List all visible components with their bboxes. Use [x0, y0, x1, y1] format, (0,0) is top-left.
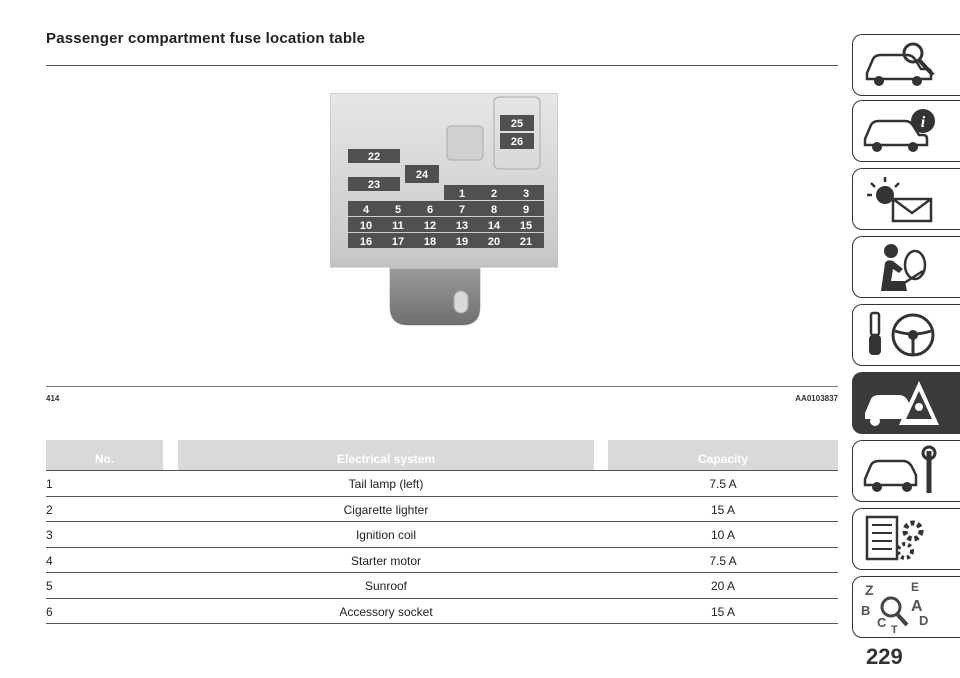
index-letter: T	[891, 624, 898, 633]
cell-no: 2	[46, 502, 53, 517]
table-row	[46, 497, 838, 523]
specs-gear-icon	[861, 513, 941, 565]
cell-no: 4	[46, 553, 53, 568]
car-info-icon	[861, 105, 941, 157]
fuse-table	[46, 440, 838, 619]
fuse-label: 6	[426, 204, 434, 216]
fuse-label: 7	[458, 204, 466, 216]
index-letter: A	[911, 598, 923, 615]
tab-car-info[interactable]	[852, 100, 960, 162]
header-capacity: Capacity	[608, 440, 838, 470]
svg-text:i: i	[920, 114, 926, 131]
figure-caption-divider	[46, 386, 838, 387]
fuse-label: 18	[423, 236, 437, 248]
car-emergency-warning-icon	[861, 377, 941, 429]
table-row	[46, 522, 838, 548]
fuse-label: 24	[415, 169, 429, 181]
fuse-label: 23	[367, 179, 381, 191]
car-search-icon	[861, 39, 941, 91]
fuse-label: 11	[392, 220, 404, 232]
cell-no: 1	[46, 477, 53, 491]
fuse-label: 25	[510, 118, 524, 130]
fuse-label: 16	[359, 236, 373, 248]
cell-capacity: 20 A	[710, 579, 736, 593]
header-electrical-system: Electrical system	[178, 440, 594, 470]
tab-car-search[interactable]	[852, 34, 960, 96]
tab-index[interactable]	[852, 576, 960, 638]
index-letter: E	[911, 581, 920, 594]
airbag-passenger-icon	[861, 241, 941, 293]
figure-number: 414	[46, 394, 60, 403]
index-letter: B	[861, 603, 871, 618]
index-letter: D	[919, 613, 929, 628]
fuse-label: 12	[423, 220, 437, 232]
fuse-label: 13	[455, 220, 469, 232]
tab-emergency[interactable]	[852, 372, 960, 434]
tab-technical-data[interactable]	[852, 508, 960, 570]
table-header	[46, 440, 838, 470]
fuse-label: 10	[359, 220, 373, 232]
figure-code: AA0103837	[795, 394, 838, 403]
header-no: No.	[46, 440, 163, 470]
fuse-label: 1	[458, 188, 466, 200]
fuse-box-diagram	[330, 93, 558, 326]
warning-light-message-icon	[861, 173, 941, 225]
fuse-label: 4	[362, 204, 370, 216]
tab-safety[interactable]	[852, 236, 960, 298]
index-letter: Z	[865, 582, 874, 598]
fuse-label: 19	[455, 236, 469, 248]
cell-system: Starter motor	[350, 553, 422, 568]
cell-system: Tail lamp (left)	[348, 477, 424, 491]
title-divider	[46, 65, 838, 66]
cell-capacity: 7.5 A	[709, 553, 737, 568]
key-steering-wheel-icon	[861, 309, 941, 361]
page-title: Passenger compartment fuse location table	[46, 30, 366, 47]
cell-no: 3	[46, 528, 53, 542]
fuse-label: 22	[367, 151, 381, 163]
page-number: 229	[866, 644, 903, 669]
cell-system: Cigarette lighter	[343, 502, 429, 517]
fuse-label: 5	[394, 204, 402, 216]
tab-maintenance[interactable]	[852, 440, 960, 502]
fuse-label: 3	[522, 188, 530, 200]
alphabet-index-search-icon	[861, 581, 941, 633]
table-row	[46, 548, 838, 574]
fuse-label: 20	[487, 236, 501, 248]
cell-system: Sunroof	[364, 579, 408, 593]
cell-capacity: 10 A	[710, 528, 736, 542]
cell-capacity: 7.5 A	[709, 477, 737, 491]
cell-capacity: 15 A	[710, 502, 736, 517]
cell-no: 5	[46, 579, 53, 593]
fuse-label: 21	[519, 236, 533, 248]
cell-no: 6	[46, 604, 53, 619]
fuse-label: 8	[490, 204, 498, 216]
car-wrench-icon	[861, 445, 941, 497]
fuse-label: 17	[391, 236, 405, 248]
table-row	[46, 573, 838, 599]
fuse-label: 9	[522, 204, 530, 216]
fuse-label: 15	[519, 220, 533, 232]
fuse-label: 2	[490, 188, 498, 200]
fuse-label: 14	[487, 220, 501, 232]
cell-system: Accessory socket	[339, 604, 433, 619]
table-row	[46, 471, 838, 497]
cell-system: Ignition coil	[355, 528, 417, 542]
fuse-label: 26	[510, 136, 524, 148]
index-letter: C	[877, 615, 887, 630]
cell-capacity: 15 A	[710, 604, 736, 619]
tab-starting-driving[interactable]	[852, 304, 960, 366]
table-row	[46, 599, 838, 625]
tab-warning-lights[interactable]	[852, 168, 960, 230]
